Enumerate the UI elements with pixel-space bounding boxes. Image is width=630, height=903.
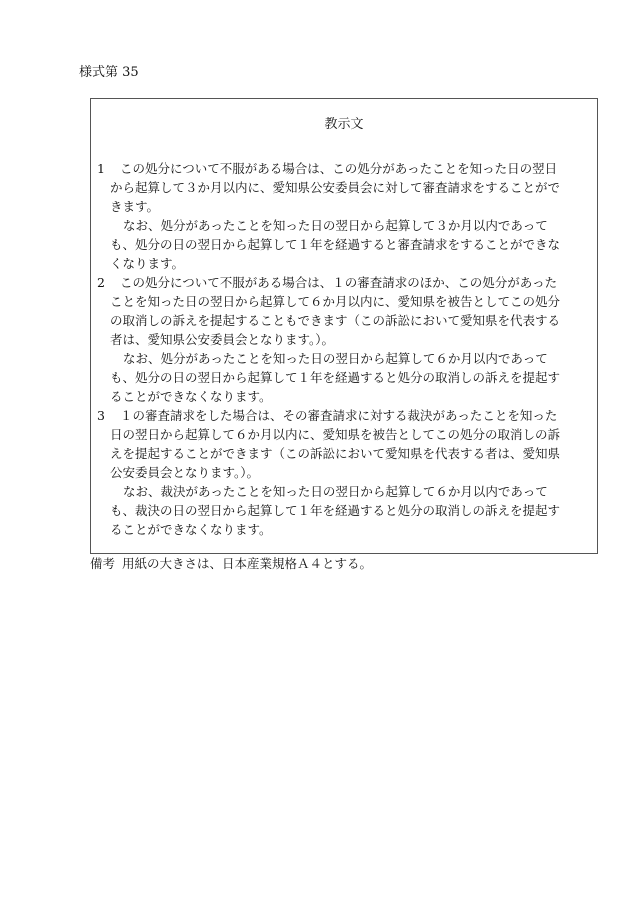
item-line xyxy=(97,273,593,292)
form-number: 様式第 35 xyxy=(79,65,139,80)
item-line: も、処分の日の翌日から起算して１年を経過すると審査請求をすることができな xyxy=(110,237,561,252)
item-line: 者は、愛知県公安委員会となります。）。 xyxy=(110,332,335,347)
item-line: えを提起することができます（この訴訟において愛知県を代表する者は、愛知県 xyxy=(110,446,561,461)
item-line: きます。 xyxy=(110,199,160,214)
item-line: ることができなくなります。 xyxy=(110,389,272,404)
remarks-note xyxy=(90,555,372,573)
document-title: 教示文 xyxy=(324,117,364,132)
item-text: この処分について不服がある場合は、１の審査請求のほか、この処分があった xyxy=(120,275,558,290)
item-line: 日の翌日から起算して６か月以内に、愛知県を被告としてこの処分の取消しの訴 xyxy=(110,427,561,442)
item-line: から起算して３か月以内に、愛知県公安委員会に対して審査請求をすることがで xyxy=(110,180,561,195)
item-line xyxy=(97,159,593,178)
remarks-text: 用紙の大きさは、日本産業規格Ａ４とする。 xyxy=(122,556,373,571)
item-line: ことを知った日の翌日から起算して６か月以内に、愛知県を被告としてこの処分 xyxy=(110,294,561,309)
item-line xyxy=(97,406,593,425)
item-text: この処分について不服がある場合は、この処分があったことを知った日の翌日 xyxy=(120,161,558,176)
item-line: の取消しの訴えを提起することもできます（この訴訟において愛知県を代表する xyxy=(110,313,561,328)
item-line: なお、裁決があったことを知った日の翌日から起算して６か月以内であって xyxy=(123,484,548,499)
notice-item-1 xyxy=(97,159,593,273)
remarks-label: 備考 xyxy=(90,556,116,571)
item-line: も、処分の日の翌日から起算して１年を経過すると処分の取消しの訴えを提起す xyxy=(110,370,561,385)
item-text: １の審査請求をした場合は、その審査請求に対する裁決があったことを知った xyxy=(120,408,558,423)
item-line: なお、処分があったことを知った日の翌日から起算して３か月以内であって xyxy=(123,218,548,233)
notice-item-3 xyxy=(97,406,593,539)
notice-items xyxy=(97,159,593,539)
notice-frame xyxy=(90,98,598,554)
item-line: ることができなくなります。 xyxy=(110,522,272,537)
item-number: 3 xyxy=(97,408,105,423)
item-number: 1 xyxy=(97,161,105,176)
item-number: 2 xyxy=(97,275,105,290)
item-line: なお、処分があったことを知った日の翌日から起算して６か月以内であって xyxy=(123,351,548,366)
item-line: も、裁決の日の翌日から起算して１年を経過すると処分の取消しの訴えを提起す xyxy=(110,503,561,518)
item-line: くなります。 xyxy=(110,256,185,271)
notice-item-2 xyxy=(97,273,593,406)
item-line: 公安委員会となります。）。 xyxy=(110,465,260,480)
